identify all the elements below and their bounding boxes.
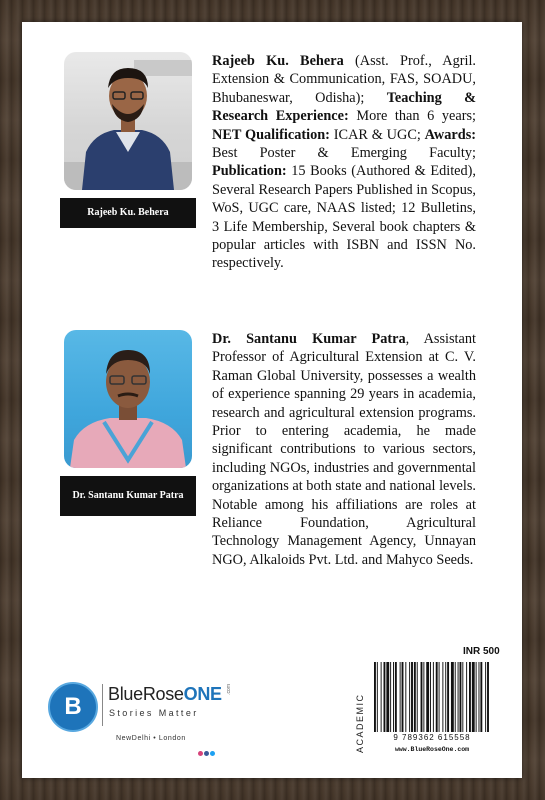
bio-bold-run: Awards:	[424, 126, 477, 143]
barcode-bar	[462, 662, 463, 732]
publisher-com: .com	[226, 684, 232, 695]
back-cover	[22, 22, 522, 778]
barcode-bar	[433, 662, 434, 732]
barcode-bar	[411, 662, 413, 732]
barcode-bar	[393, 662, 394, 732]
bio-bold-run: Rajeeb Ku. Behera	[212, 53, 344, 69]
barcode-bar	[381, 662, 382, 732]
author-1-caption: Rajeeb Ku. Behera	[60, 198, 196, 228]
barcode-bar	[395, 662, 397, 732]
instagram-icon	[198, 751, 203, 756]
barcode-bar	[430, 662, 431, 732]
bio-bold-run: Publication:	[212, 163, 287, 180]
barcode-bar	[439, 662, 440, 732]
barcode-bar	[386, 662, 389, 732]
bio-bold-run: NET Qualification:	[212, 126, 330, 143]
publisher-logo	[48, 678, 268, 758]
barcode-bar	[485, 662, 486, 732]
price-label: INR 500	[463, 646, 500, 657]
barcode-bar	[390, 662, 391, 732]
barcode-bar	[402, 662, 404, 732]
barcode-bar	[466, 662, 467, 732]
author-2-photo	[64, 330, 192, 468]
barcode-bar	[479, 662, 480, 732]
barcode-bar	[400, 662, 401, 732]
barcode-bar	[426, 662, 429, 732]
barcode-bar	[447, 662, 449, 732]
logo-divider	[102, 684, 103, 726]
isbn-barcode	[372, 662, 492, 732]
barcode-bar	[405, 662, 406, 732]
bio-text-run: Best Poster & Emerging Faculty;	[212, 145, 476, 162]
barcode-bar	[476, 662, 477, 732]
author-2-caption: Dr. Santanu Kumar Patra	[60, 476, 196, 516]
publisher-name-main: BlueRose	[108, 684, 184, 704]
publisher-website: www.BlueRoseOne.com	[394, 746, 470, 753]
barcode-bar	[436, 662, 438, 732]
publisher-locations: NewDelhi • London	[116, 735, 186, 742]
publisher-logo-letter: B	[64, 693, 82, 720]
author-2-bio	[212, 330, 476, 569]
publisher-logo-circle	[48, 682, 98, 732]
bio-text-run: , Assistant Professor of Agricultural Extension at C. V. Raman Global University, possesses a wealth of experience spanning 29 years in academia, research and agricultural extension programs. Prior to entering academia, he made significant contributions to various sectors, including NGOs, industries and governmental organizations at both state and national levels. Notable among his affiliations are roles at Reliance Foundation, Agricultural Technology Management Agency, Unnayan NGO, Alkaloids Pvt. Ltd. and Mahyco Seeds.	[212, 331, 476, 568]
publisher-tagline: Stories Matter	[109, 708, 199, 718]
social-icons	[198, 751, 215, 756]
barcode-bar	[480, 662, 482, 732]
barcode-bar	[451, 662, 454, 732]
barcode-bar	[423, 662, 424, 732]
barcode-bar	[460, 662, 462, 732]
author-1-photo-column	[60, 52, 196, 228]
bio-bold-run: Dr. Santanu Kumar Patra	[212, 331, 406, 347]
barcode-bar	[445, 662, 446, 732]
publisher-name-accent: ONE	[183, 684, 222, 704]
author-1-photo	[64, 52, 192, 190]
barcode-bar	[421, 662, 423, 732]
isbn-number: 9 789362 615558	[393, 733, 471, 742]
barcode-bar	[458, 662, 459, 732]
bio-bold-run: Teaching & Research Experience:	[212, 89, 476, 125]
barcode-bar	[417, 662, 418, 732]
bio-text-run: (Asst. Prof., Agril. Extension & Communication, FAS, SOADU, Bhubaneswar, Odisha);	[212, 53, 476, 106]
genre-label: ACADEMIC	[355, 693, 365, 753]
barcode-bar	[472, 662, 475, 732]
bio-text-run: 15 Books (Authored & Edited), Several Research Papers Published in Scopus, WoS, UGC care, NAAS listed; 12 Bulletins, 3 Life Membership, Several book chapters & popular articles with ISBN and ISSN No. respectively.	[212, 163, 476, 272]
barcode-bar	[487, 662, 489, 732]
barcode-bar	[442, 662, 443, 732]
barcode-bar	[377, 662, 378, 732]
bio-text-run: More than 6 years;	[348, 108, 476, 125]
barcode-bar	[414, 662, 416, 732]
barcode-bar	[455, 662, 456, 732]
author-1-bio	[212, 52, 476, 273]
barcode-bar	[374, 662, 376, 732]
facebook-icon	[204, 751, 209, 756]
barcode-bar	[384, 662, 386, 732]
author-2-photo-column	[60, 330, 196, 516]
barcode-bar	[409, 662, 410, 732]
barcode-bar	[469, 662, 471, 732]
twitter-icon	[210, 751, 215, 756]
bio-text-run: ICAR & UGC;	[329, 126, 425, 143]
publisher-name	[108, 684, 222, 705]
